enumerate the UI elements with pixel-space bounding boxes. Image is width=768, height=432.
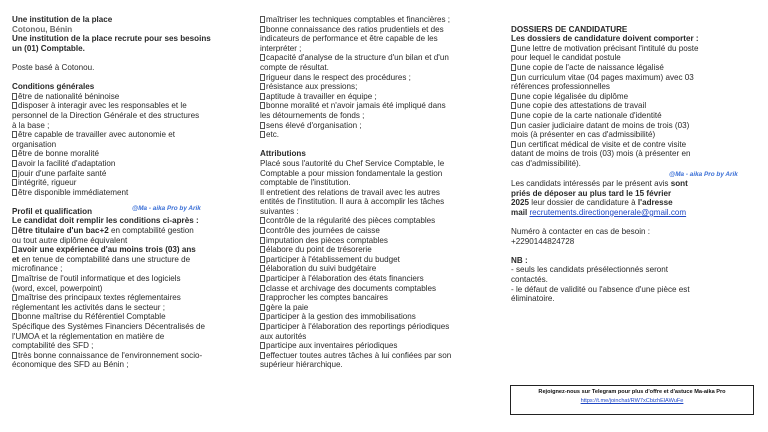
- promo-text: Rejoignez-nous sur Telegram pour plus d'offre et d'astuce Ma-aika Pro: [538, 389, 726, 395]
- list-item: ou tout autre diplôme équivalent: [12, 235, 128, 245]
- list-item: gère la paie: [260, 303, 504, 313]
- watermark-row: [511, 169, 757, 180]
- checkbox-icon: [260, 304, 265, 311]
- profile-list: [12, 226, 254, 370]
- list-item: une copie de la carte nationale d'identité: [511, 111, 757, 121]
- list-item: pour lequel le candidat postule: [511, 53, 621, 63]
- column-right: [511, 15, 757, 304]
- list-item: interpréter ;: [260, 43, 302, 53]
- list-item: références professionnelles: [511, 82, 610, 92]
- checkbox-icon: [260, 217, 265, 224]
- list-item: rapprocher les comptes bancaires: [260, 293, 504, 303]
- list-item: une copie de l'acte de naissance légalisé: [511, 63, 757, 73]
- list-item: bonne connaissance des ratios prudentiels et des: [260, 25, 504, 35]
- checkbox-icon: [12, 352, 17, 359]
- list-item-cont: personnel de la Direction Générale et des structures: [12, 110, 200, 120]
- list-item: classe et archivage des documents comptables: [260, 284, 504, 294]
- checkbox-icon: [12, 275, 17, 282]
- checkbox-icon: [12, 246, 17, 253]
- list-item: effectuer toutes autres tâches à lui confiées par son: [260, 351, 504, 361]
- list-item: élaboration du suivi budgétaire: [260, 264, 504, 274]
- list-item: aux autorités: [260, 331, 307, 341]
- checkbox-icon: [260, 83, 265, 90]
- list-item: intégrité, rigueur: [12, 178, 254, 188]
- dossiers-title: DOSSIERS DE CANDIDATURE: [511, 24, 628, 34]
- column-left: [12, 15, 254, 370]
- nb-line: - le défaut de validité ou l'absence d'une pièce est: [511, 284, 690, 294]
- checkbox-icon: [12, 131, 17, 138]
- checkbox-icon: [260, 342, 265, 349]
- list-item: un certificat médical de visite et de contre visite: [511, 140, 757, 150]
- checkbox-icon: [260, 323, 265, 330]
- general-conditions-title: Conditions générales: [12, 82, 95, 92]
- list-item-cont: organisation: [12, 139, 57, 149]
- list-item: bonne maîtrise du Référentiel Comptable: [12, 312, 254, 322]
- checkbox-icon: [260, 122, 265, 129]
- checkbox-icon: [12, 150, 17, 157]
- checkbox-icon: [260, 275, 265, 282]
- checkbox-icon: [511, 122, 516, 129]
- nb-line: - seuls les candidats présélectionnés seront: [511, 265, 669, 275]
- list-item-cont: à la base ;: [12, 120, 50, 130]
- list-item: mois (à présenter en cas d'admissibilité): [511, 130, 656, 140]
- checkbox-icon: [260, 227, 265, 234]
- list-item: un curriculum vitae (04 pages maximum) avec 03: [511, 73, 757, 83]
- nb-line: éliminatoire.: [511, 294, 555, 304]
- docs-list: [511, 44, 757, 169]
- profile-title: Profil et qualification: [12, 206, 93, 216]
- list-item: être titulaire d'un bac+2 en comptabilité gestion: [12, 226, 254, 236]
- checkbox-icon: [12, 93, 17, 100]
- list-item: une copie des attestations de travail: [511, 101, 757, 111]
- checkbox-icon: [511, 102, 516, 109]
- list-item: cas d'admissibilité).: [511, 158, 581, 168]
- checkbox-icon: [511, 74, 516, 81]
- checkbox-icon: [260, 93, 265, 100]
- list-item: datant de moins de trois (03) mois (à présenter en: [511, 149, 691, 159]
- list-item: Comptable a pour mission fondamentale la gestion: [260, 168, 443, 178]
- deposit-line: mail recrutements.directiongenerale@gmail.com: [511, 207, 687, 217]
- checkbox-icon: [260, 26, 265, 33]
- list-item: bonne moralité et n'avoir jamais été impliqué dans: [260, 101, 504, 111]
- list-item: participer à l'élaboration des états financiers: [260, 274, 504, 284]
- watermark: @Ma - aika Pro by Arik: [132, 204, 201, 212]
- column-middle: [260, 15, 504, 370]
- checkbox-icon: [260, 285, 265, 292]
- list-item: participe aux inventaires périodiques: [260, 341, 504, 351]
- list-item: (word, excel, powerpoint): [12, 283, 103, 293]
- checkbox-icon: [260, 246, 265, 253]
- list-item: comptabilité des SFD ;: [12, 341, 94, 351]
- checkbox-icon: [12, 189, 17, 196]
- checkbox-icon: [511, 64, 516, 71]
- checkbox-icon: [12, 179, 17, 186]
- list-item: être de bonne moralité: [12, 149, 254, 159]
- list-item: avoir la facilité d'adaptation: [12, 159, 254, 169]
- list-item: disposer à interagir avec les responsables et le: [12, 101, 254, 111]
- list-item: être capable de travailler avec autonomie et: [12, 130, 254, 140]
- checkbox-icon: [511, 112, 516, 119]
- dossiers-lead: Les dossiers de candidature doivent comporter :: [511, 34, 699, 44]
- list-item: une copie légalisée du diplôme: [511, 92, 757, 102]
- list-item: Spécifique des Systèmes Financiers Décentralisés de: [12, 322, 205, 331]
- list-item: Placé sous l'autorité du Chef Service Comptable, le: [260, 158, 445, 168]
- checkbox-icon: [260, 294, 265, 301]
- checkbox-icon: [12, 170, 17, 177]
- promo-link[interactable]: https://t.me/joinchat/RW7xCbizhElAWuFe: [580, 398, 684, 404]
- list-item: entités de l'institution. Il aura à accomplir les tâches: [260, 197, 445, 207]
- list-item: contrôle de la régularité des pièces comptables: [260, 216, 504, 226]
- attributions-intro: [260, 159, 504, 217]
- list-item: les détournements de fonds ;: [260, 110, 365, 120]
- checkbox-icon: [12, 313, 17, 320]
- checkbox-icon: [260, 237, 265, 244]
- list-item: l'UMOA et la réglementation en matière de: [12, 331, 165, 341]
- contact-label: Numéro à contacter en cas de besoin :: [511, 227, 651, 237]
- list-item: contrôle des journées de caisse: [260, 226, 504, 236]
- deposit-line: Les candidats intéressés par le présent avis sont: [511, 179, 688, 189]
- checkbox-icon: [260, 352, 265, 359]
- checkbox-icon: [511, 45, 516, 52]
- list-item: jouir d'une parfaite santé: [12, 169, 254, 179]
- list-item: comptable de l'institution.: [260, 178, 351, 188]
- checkbox-icon: [12, 160, 17, 167]
- list-item: sens élevé d'organisation ;: [260, 121, 504, 131]
- nb-line: contactés.: [511, 275, 548, 285]
- skills-list: [260, 15, 504, 140]
- intro-line: un (01) Comptable.: [12, 43, 85, 53]
- checkbox-icon: [511, 93, 516, 100]
- list-item: compte de résultat.: [260, 62, 329, 72]
- list-item: économique des SFD au Bénin ;: [12, 360, 129, 370]
- list-item: participer à l'élaboration des reportings périodiques: [260, 322, 504, 332]
- list-item: et en tenue de comptabilité dans une structure de: [12, 254, 191, 264]
- list-item: une lettre de motivation précisant l'intitulé du poste: [511, 44, 757, 54]
- checkbox-icon: [260, 54, 265, 61]
- list-item: très bonne connaissance de l'environnement socio-: [12, 351, 254, 361]
- checkbox-icon: [260, 256, 265, 263]
- list-item: Il entretient des relations de travail avec les autres: [260, 187, 440, 197]
- list-item: imputation des pièces comptables: [260, 236, 504, 246]
- list-item: rigueur dans le respect des procédures ;: [260, 73, 504, 83]
- list-item: réglementant les activités dans le secteur ;: [12, 302, 165, 312]
- list-item: microfinance ;: [12, 264, 63, 274]
- list-item: aptitude à travailler en équipe ;: [260, 92, 504, 102]
- checkbox-icon: [12, 294, 17, 301]
- location: Cotonou, Bénin: [12, 24, 73, 34]
- list-item: maîtrise de l'outil informatique et des logiciels: [12, 274, 254, 284]
- list-item: élabore du point de trésorerie: [260, 245, 504, 255]
- list-item: participer à la gestion des immobilisations: [260, 312, 504, 322]
- post-location: Poste basé à Cotonou.: [12, 62, 95, 72]
- nb-title: NB :: [511, 255, 528, 265]
- deposit-line: priés de déposer au plus tard le 15 février: [511, 188, 672, 198]
- email-link[interactable]: recrutements.directiongenerale@gmail.com: [529, 207, 687, 217]
- profile-lead: Le candidat doit remplir les conditions ci-après :: [12, 216, 199, 226]
- intro-line: Une institution de la place recrute pour ses besoins: [12, 34, 211, 44]
- checkbox-icon: [260, 313, 265, 320]
- list-item: un casier judiciaire datant de moins de trois (03): [511, 121, 757, 131]
- checkbox-icon: [260, 102, 265, 109]
- list-item: participer à l'établissement du budget: [260, 255, 504, 265]
- list-item: indicateurs de performance et être capable de les: [260, 34, 438, 44]
- deposit-line: 2025 leur dossier de candidature à l'adresse: [511, 198, 673, 208]
- list-item: capacité d'analyse de la structure d'un bilan et d'un: [260, 53, 504, 63]
- checkbox-icon: [511, 141, 516, 148]
- profile-heading-row: [12, 204, 254, 217]
- list-item: maîtrise des principaux textes réglementaires: [12, 293, 254, 303]
- list-item: maîtriser les techniques comptables et financières ;: [260, 15, 504, 25]
- checkbox-icon: [260, 16, 265, 23]
- tasks-list: [260, 216, 504, 370]
- phone-number: +2290144824728: [511, 236, 575, 246]
- list-item: supérieur hiérarchique.: [260, 360, 343, 370]
- list-item: suivantes :: [260, 206, 299, 216]
- checkbox-icon: [12, 102, 17, 109]
- telegram-promo-box: [510, 385, 754, 415]
- checkbox-icon: [260, 74, 265, 81]
- checkbox-icon: [260, 131, 265, 138]
- list-item: etc.: [260, 130, 504, 140]
- checkbox-icon: [12, 227, 17, 234]
- list-item: être disponible immédiatement: [12, 188, 254, 198]
- list-item: résistance aux pressions;: [260, 82, 504, 92]
- attributions-title: Attributions: [260, 149, 306, 159]
- watermark: @Ma - aika Pro by Arik: [669, 170, 738, 178]
- employer-heading: Une institution de la place: [12, 15, 113, 24]
- list-item: être de nationalité béninoise: [12, 92, 254, 102]
- checkbox-icon: [260, 265, 265, 272]
- list-item: avoir une expérience d'au moins trois (03) ans: [12, 245, 254, 255]
